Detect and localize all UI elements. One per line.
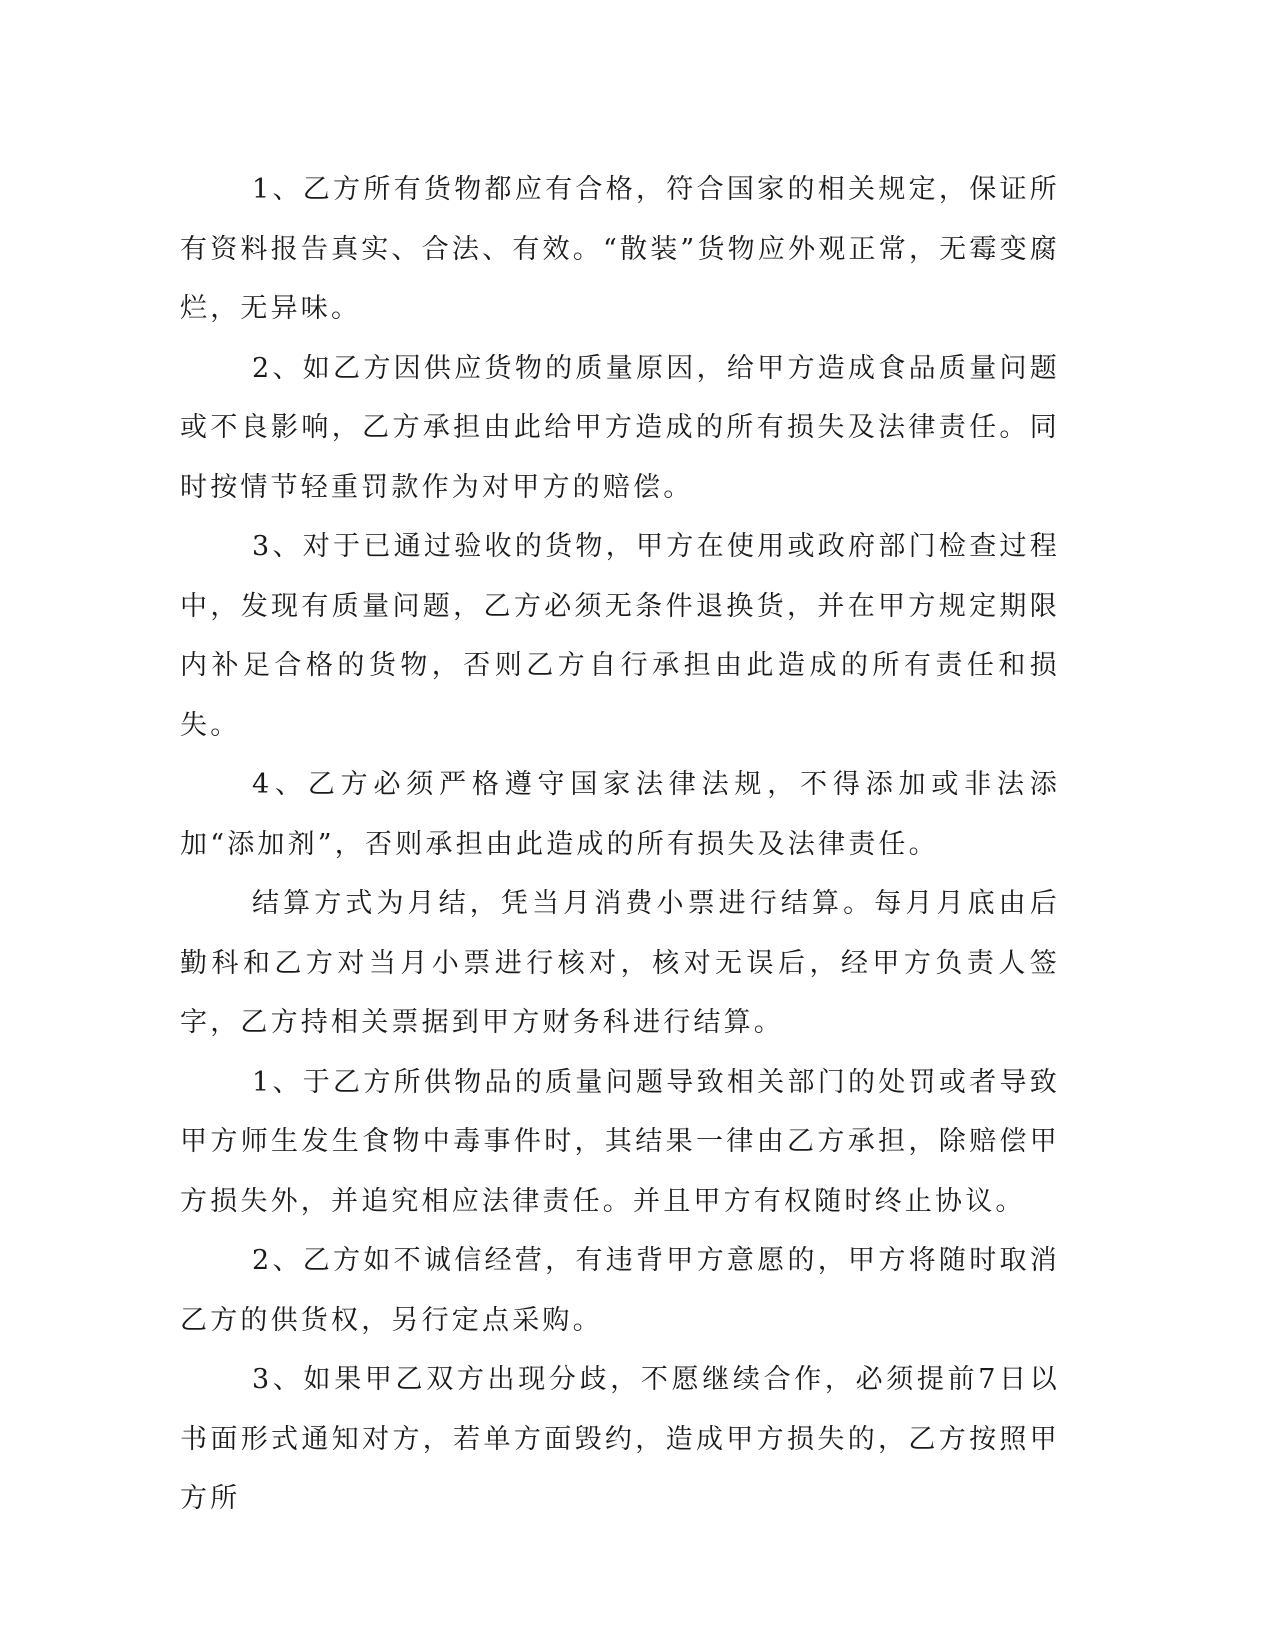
- paragraph-additives: 4、乙方必须严格遵守国家法律法规，不得添加或非法添加“添加剂”，否则承担由此造成的所有损失及法律责任。: [180, 769, 1060, 860]
- paragraph-quality-requirements: 1、乙方所有货物都应有合格，符合国家的相关规定，保证所有资料报告真实、合法、有效。“散装”货物应外观正常，无霉变腐烂，无异味。: [180, 174, 1060, 324]
- paragraph-termination: 3、如果甲乙双方出现分歧，不愿继续合作，必须提前7日以书面形式通知对方，若单方面毁约，造成甲方损失的，乙方按照甲方所: [180, 1364, 1060, 1514]
- document-body: [180, 160, 1060, 1529]
- paragraph-integrity: 2、乙方如不诚信经营，有违背甲方意愿的，甲方将随时取消乙方的供货权，另行定点采购。: [180, 1245, 1060, 1336]
- paragraph-settlement: 结算方式为月结，凭当月消费小票进行结算。每月月底由后勤科和乙方对当月小票进行核对，核对无误后，经甲方负责人签字，乙方持相关票据到甲方财务科进行结算。: [180, 888, 1060, 1038]
- paragraph-quality-liability: 2、如乙方因供应货物的质量原因，给甲方造成食品质量问题或不良影响，乙方承担由此给甲方造成的所有损失及法律责任。同时按情节轻重罚款作为对甲方的赔偿。: [180, 352, 1060, 503]
- paragraph-return-exchange: 3、对于已通过验收的货物，甲方在使用或政府部门检查过程中，发现有质量问题，乙方必须无条件退换货，并在甲方规定期限内补足合格的货物，否则乙方自行承担由此造成的所有责任和损失。: [180, 531, 1060, 741]
- paragraph-penalty: 1、于乙方所供物品的质量问题导致相关部门的处罚或者导致甲方师生发生食物中毒事件时，其结果一律由乙方承担，除赔偿甲方损失外，并追究相应法律责任。并且甲方有权随时终止协议。: [180, 1066, 1060, 1217]
